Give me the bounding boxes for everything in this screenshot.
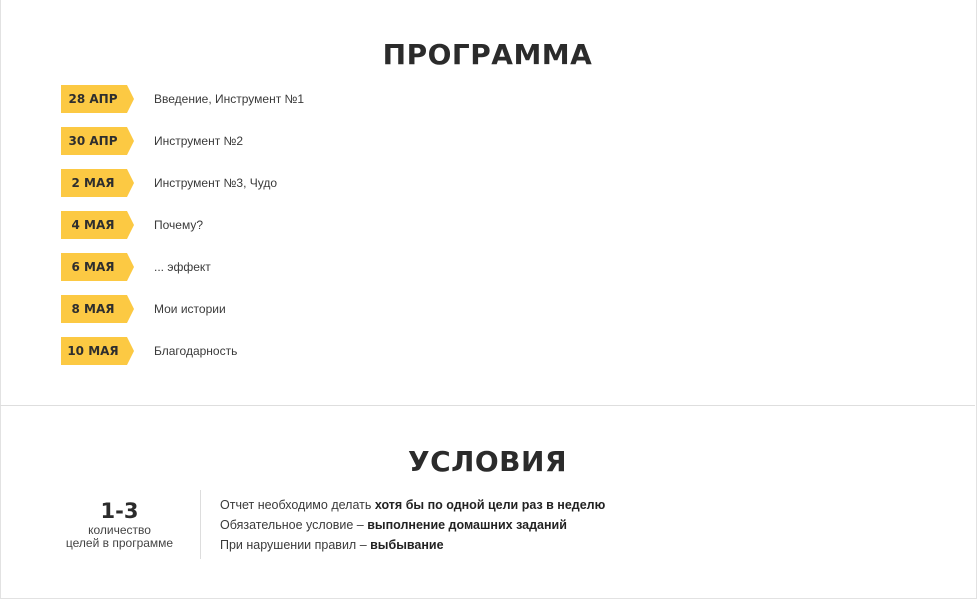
goals-count-number: 1-3 bbox=[100, 499, 139, 523]
program-title: ПРОГРАММА bbox=[382, 38, 593, 71]
date-badge: 28 АПР bbox=[61, 85, 127, 113]
date-badge: 4 МАЯ bbox=[61, 211, 127, 239]
topic-label: ... эффект bbox=[154, 260, 211, 274]
schedule-list bbox=[61, 85, 304, 379]
goals-count-block bbox=[57, 498, 182, 550]
schedule-item bbox=[61, 211, 304, 239]
schedule-item bbox=[61, 127, 304, 155]
goals-count-caption-line2: целей в программе bbox=[65, 536, 174, 550]
date-badge: 30 АПР bbox=[61, 127, 127, 155]
rule-emphasis: хотя бы по одной цели раз в неделю bbox=[374, 498, 606, 512]
date-badge: 2 МАЯ bbox=[61, 169, 127, 197]
topic-label: Мои истории bbox=[154, 302, 226, 316]
rule-item bbox=[220, 515, 605, 535]
topic-label: Введение, Инструмент №1 bbox=[154, 92, 305, 106]
topic-label: Инструмент №2 bbox=[154, 134, 244, 148]
topic-label: Инструмент №3, Чудо bbox=[154, 176, 278, 190]
vertical-divider bbox=[200, 490, 201, 559]
rule-emphasis: выбывание bbox=[370, 538, 444, 552]
schedule-item bbox=[61, 337, 304, 365]
schedule-item bbox=[61, 169, 304, 197]
topic-label: Благодарность bbox=[154, 344, 238, 358]
rule-item bbox=[220, 535, 605, 555]
rule-text: Отчет необходимо делать bbox=[220, 498, 375, 512]
schedule-item bbox=[61, 295, 304, 323]
rule-text: При нарушении правил – bbox=[220, 538, 371, 552]
schedule-item bbox=[61, 253, 304, 281]
conditions-title: УСЛОВИЯ bbox=[407, 445, 568, 478]
rule-text: Обязательное условие – bbox=[220, 518, 368, 532]
date-badge: 10 МАЯ bbox=[61, 337, 127, 365]
rule-item bbox=[220, 495, 605, 515]
rule-emphasis: выполнение домашних заданий bbox=[367, 518, 567, 532]
date-badge: 6 МАЯ bbox=[61, 253, 127, 281]
date-badge: 8 МАЯ bbox=[61, 295, 127, 323]
goals-count-caption-line1: количество bbox=[88, 523, 151, 537]
rules-list bbox=[220, 495, 605, 555]
topic-label: Почему? bbox=[154, 218, 204, 232]
schedule-item bbox=[61, 85, 304, 113]
